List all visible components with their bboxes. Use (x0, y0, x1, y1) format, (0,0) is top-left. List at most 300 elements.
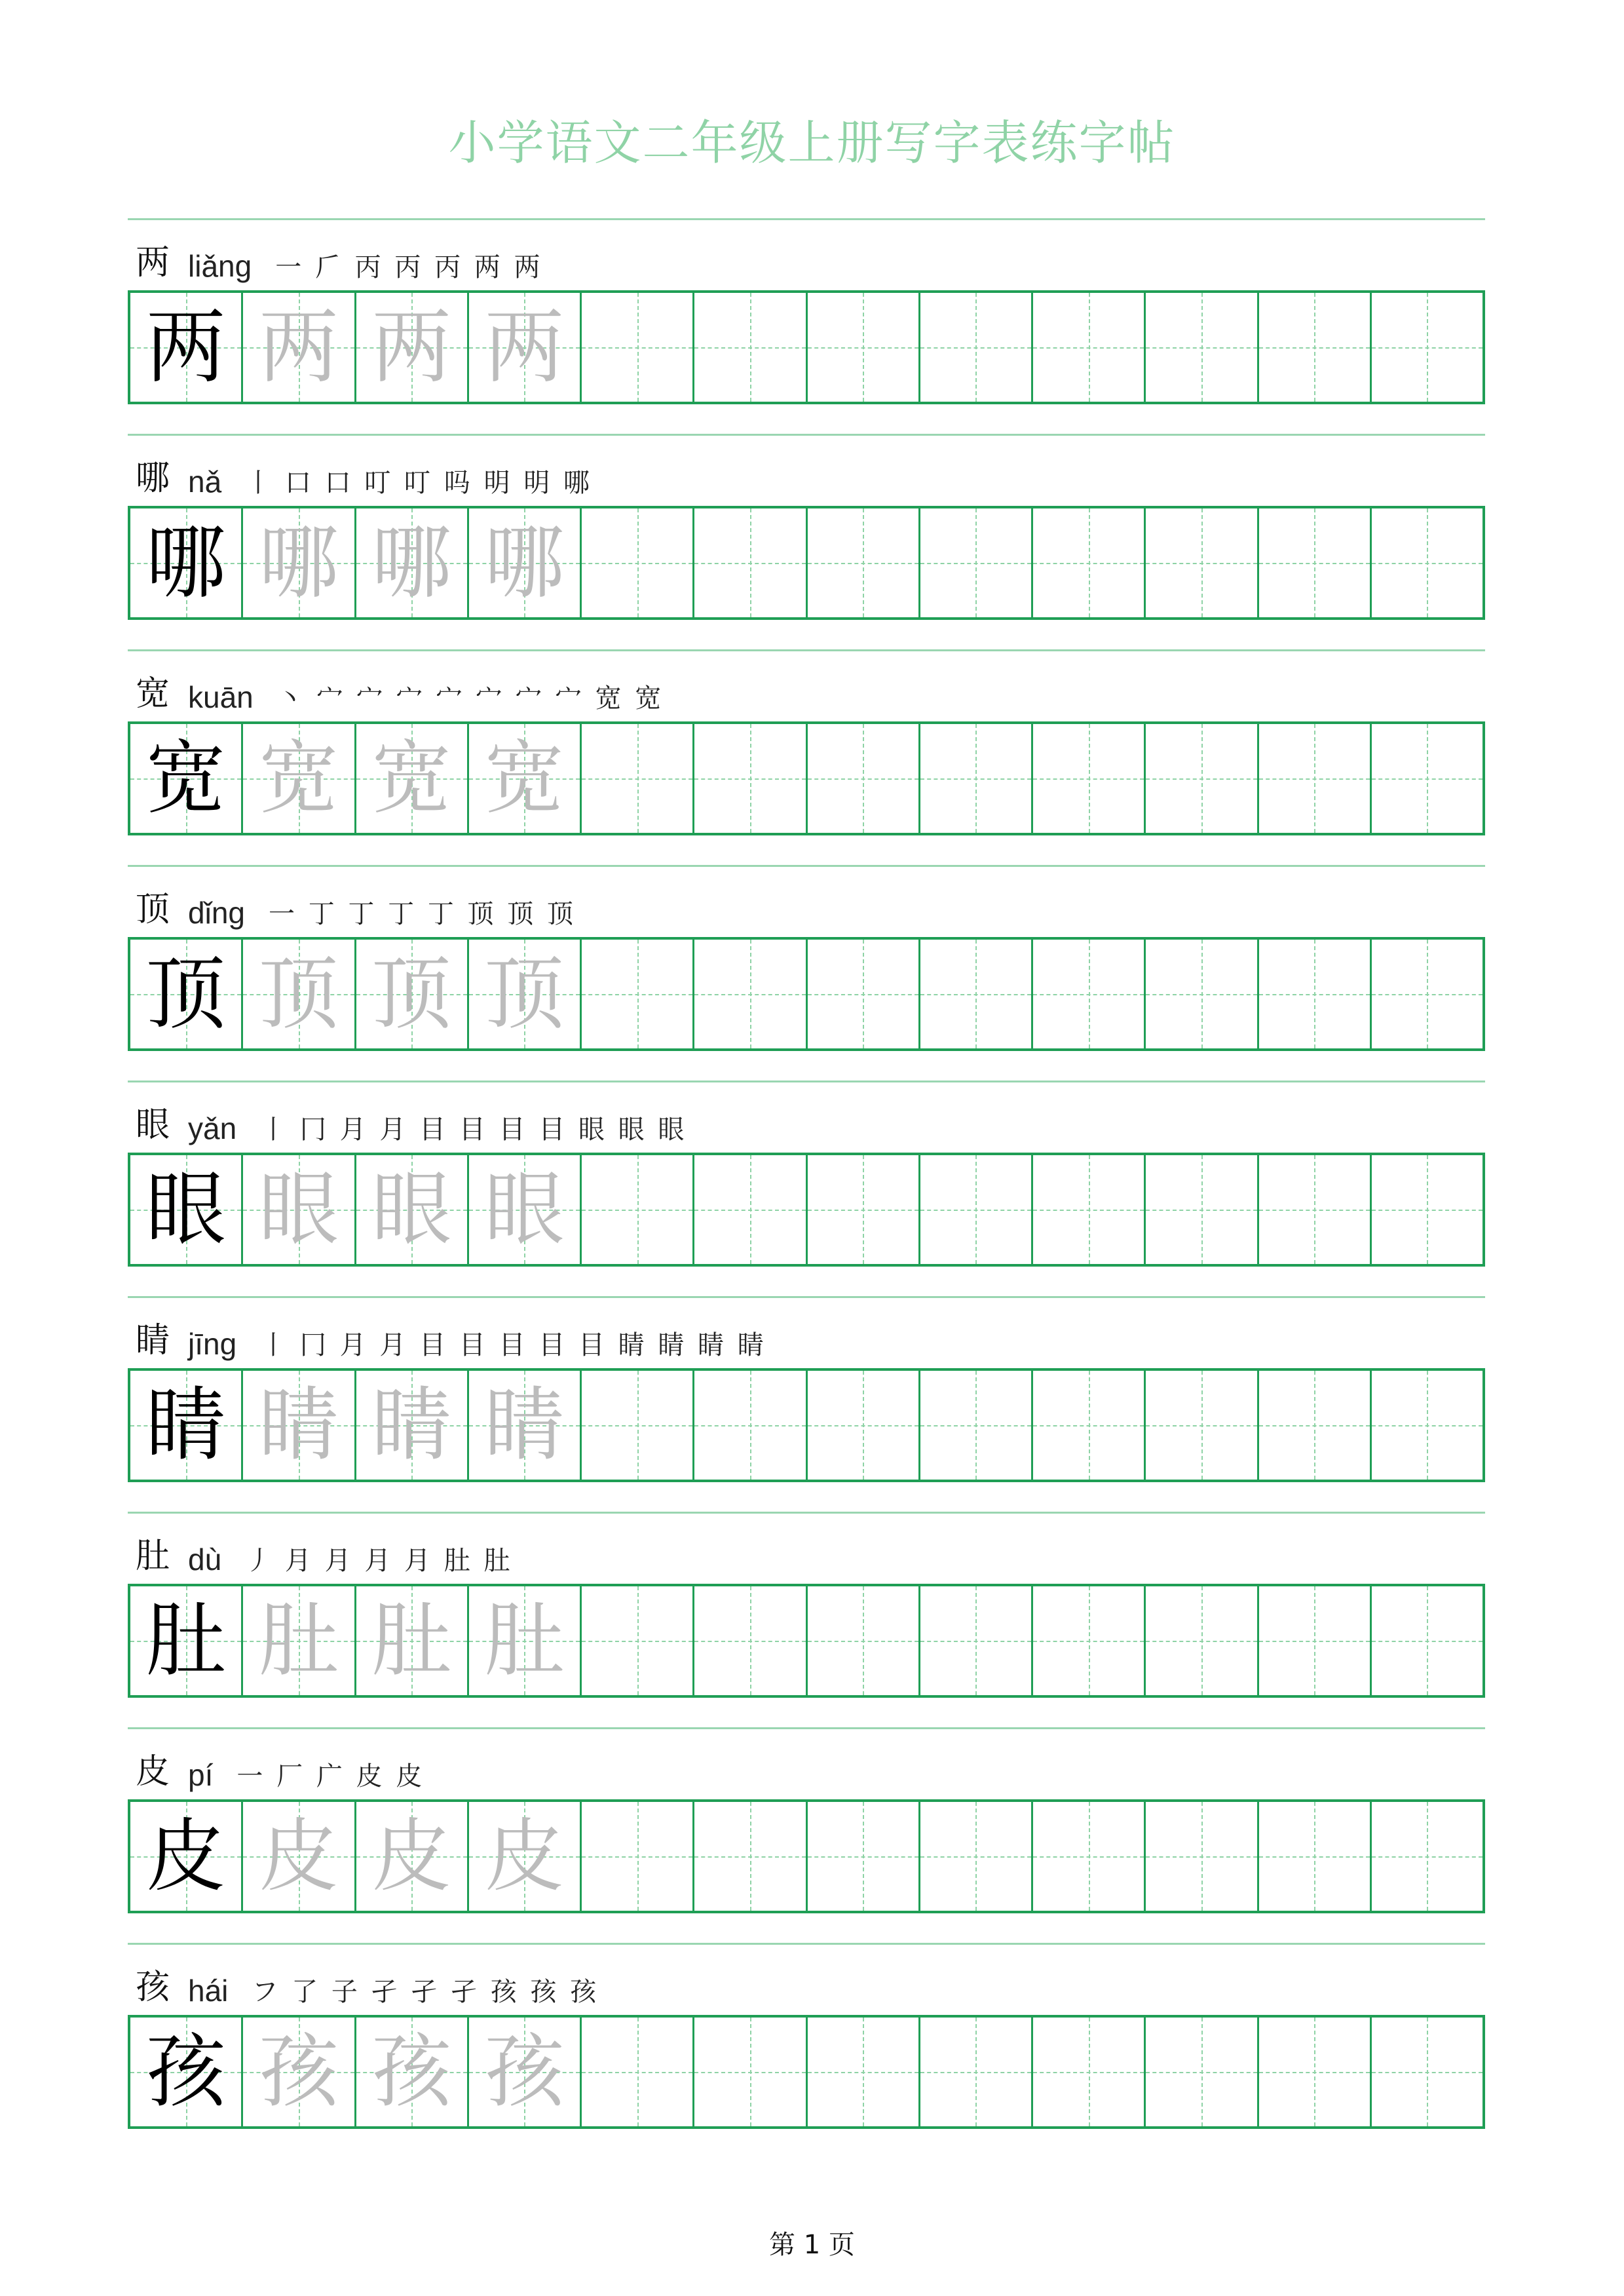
stroke-order: 一 𠂆 丙 丙 丙 两 两 (275, 252, 543, 282)
vertical-guide (1089, 293, 1090, 402)
horizontal-guide (582, 1425, 692, 1426)
vertical-guide (1089, 940, 1090, 1048)
horizontal-guide (1259, 2072, 1370, 2073)
vertical-guide (1427, 940, 1428, 1048)
vertical-guide (637, 1586, 639, 1695)
trace-character: 睛 (371, 1379, 452, 1472)
vertical-guide (1427, 1802, 1428, 1911)
blank-cell (1259, 1371, 1372, 1480)
vertical-guide (863, 1371, 864, 1480)
trace-cell (469, 1155, 582, 1264)
practice-row (128, 1081, 1485, 1302)
blank-cell (1033, 724, 1146, 833)
blank-cell (1033, 1155, 1146, 1264)
horizontal-guide (808, 563, 918, 564)
blank-cell (1372, 508, 1482, 617)
trace-cell (243, 508, 356, 617)
trace-cell (356, 940, 469, 1048)
row-divider (128, 218, 1485, 220)
horizontal-guide (1033, 1425, 1144, 1426)
blank-cell (582, 2018, 694, 2126)
row-header (136, 1100, 687, 1146)
horizontal-guide (1146, 778, 1256, 780)
blank-cell (582, 940, 694, 1048)
blank-cell (808, 1586, 920, 1695)
vertical-guide (1427, 1586, 1428, 1695)
horizontal-guide (1259, 994, 1370, 995)
trace-character: 肚 (258, 1594, 339, 1687)
model-character: 宽 (145, 732, 226, 825)
trace-character: 睛 (258, 1379, 339, 1472)
horizontal-guide (582, 2072, 692, 2073)
trace-cell (243, 724, 356, 833)
horizontal-guide (808, 2072, 918, 2073)
horizontal-guide (694, 347, 805, 349)
row-divider (128, 434, 1485, 436)
practice-row (128, 1512, 1485, 1733)
blank-cell (1146, 1155, 1258, 1264)
vertical-guide (975, 940, 977, 1048)
horizontal-guide (920, 1425, 1031, 1426)
trace-cell (243, 2018, 356, 2126)
horizontal-guide (920, 1641, 1031, 1642)
vertical-guide (1314, 1371, 1315, 1480)
header-character: 睛 (136, 1321, 170, 1360)
blank-cell (920, 1586, 1033, 1695)
row-header (136, 885, 576, 930)
trace-cell (469, 508, 582, 617)
horizontal-guide (582, 778, 692, 780)
blank-cell (1146, 1586, 1258, 1695)
blank-cell (1372, 1371, 1482, 1480)
blank-cell (1146, 508, 1258, 617)
trace-character: 哪 (371, 516, 452, 609)
practice-row (128, 1943, 1485, 2164)
vertical-guide (1201, 724, 1203, 833)
row-header (136, 1531, 512, 1577)
blank-cell (1372, 940, 1482, 1048)
horizontal-guide (694, 1641, 805, 1642)
row-divider (128, 1512, 1485, 1514)
writing-grid (128, 506, 1485, 620)
vertical-guide (975, 293, 977, 402)
writing-grid (128, 1368, 1485, 1482)
horizontal-guide (582, 1210, 692, 1211)
vertical-guide (863, 724, 864, 833)
trace-character: 两 (258, 301, 339, 394)
blank-cell (582, 1371, 694, 1480)
vertical-guide (1201, 1802, 1203, 1911)
blank-cell (1259, 2018, 1372, 2126)
blank-cell (1033, 1371, 1146, 1480)
blank-cell (808, 724, 920, 833)
blank-cell (920, 293, 1033, 402)
blank-cell (1259, 1586, 1372, 1695)
row-header (136, 1747, 425, 1793)
horizontal-guide (1372, 778, 1482, 780)
blank-cell (1372, 2018, 1482, 2126)
horizontal-guide (808, 1641, 918, 1642)
trace-cell (243, 1586, 356, 1695)
vertical-guide (863, 508, 864, 617)
writing-grid (128, 721, 1485, 835)
blank-cell (920, 940, 1033, 1048)
blank-cell (920, 1155, 1033, 1264)
pinyin-label: pí (188, 1758, 214, 1792)
blank-cell (1033, 1802, 1146, 1911)
vertical-guide (750, 1371, 751, 1480)
horizontal-guide (808, 778, 918, 780)
header-character: 眼 (136, 1105, 170, 1145)
stroke-order: 丿 月 月 月 月 肚 肚 (245, 1546, 513, 1576)
trace-character: 肚 (484, 1594, 565, 1687)
horizontal-guide (808, 1425, 918, 1426)
horizontal-guide (1146, 1641, 1256, 1642)
trace-cell (356, 2018, 469, 2126)
vertical-guide (1201, 2018, 1203, 2126)
horizontal-guide (582, 1641, 692, 1642)
trace-cell (243, 1371, 356, 1480)
horizontal-guide (1372, 1856, 1482, 1858)
model-cell (130, 2018, 243, 2126)
vertical-guide (750, 1802, 751, 1911)
blank-cell (920, 1802, 1033, 1911)
pinyin-label: dǐng (188, 896, 245, 930)
model-character: 睛 (145, 1379, 226, 1472)
blank-cell (1259, 508, 1372, 617)
row-divider (128, 1081, 1485, 1082)
blank-cell (582, 508, 694, 617)
trace-character: 顶 (484, 947, 565, 1041)
horizontal-guide (808, 994, 918, 995)
row-divider (128, 1727, 1485, 1729)
horizontal-guide (808, 1856, 918, 1858)
horizontal-guide (694, 563, 805, 564)
writing-grid (128, 937, 1485, 1051)
vertical-guide (1089, 724, 1090, 833)
trace-character: 哪 (484, 516, 565, 609)
blank-cell (1372, 724, 1482, 833)
blank-cell (1259, 724, 1372, 833)
horizontal-guide (1146, 1856, 1256, 1858)
vertical-guide (1427, 1155, 1428, 1264)
blank-cell (1146, 1371, 1258, 1480)
trace-cell (356, 1371, 469, 1480)
blank-cell (694, 293, 807, 402)
trace-character: 哪 (258, 516, 339, 609)
horizontal-guide (1372, 1425, 1482, 1426)
model-cell (130, 293, 243, 402)
trace-cell (243, 293, 356, 402)
practice-row (128, 218, 1485, 440)
row-divider (128, 649, 1485, 651)
blank-cell (694, 1371, 807, 1480)
pinyin-label: kuān (188, 680, 254, 714)
vertical-guide (1089, 1586, 1090, 1695)
stroke-order: フ 了 子 孑 孑 孑 孩 孩 孩 (252, 1977, 599, 2007)
row-header (136, 238, 543, 284)
blank-cell (694, 1155, 807, 1264)
blank-cell (808, 293, 920, 402)
page-title: 小学语文二年级上册写字表练字帖 (448, 115, 1176, 170)
blank-cell (808, 1155, 920, 1264)
blank-cell (1033, 293, 1146, 402)
trace-cell (356, 508, 469, 617)
vertical-guide (1201, 293, 1203, 402)
blank-cell (1033, 508, 1146, 617)
horizontal-guide (1372, 563, 1482, 564)
blank-cell (1033, 940, 1146, 1048)
horizontal-guide (1259, 1856, 1370, 1858)
model-cell (130, 1802, 243, 1911)
blank-cell (808, 940, 920, 1048)
vertical-guide (863, 293, 864, 402)
blank-cell (1259, 940, 1372, 1048)
horizontal-guide (808, 347, 918, 349)
row-header (136, 453, 592, 499)
vertical-guide (975, 508, 977, 617)
blank-cell (920, 508, 1033, 617)
horizontal-guide (694, 2072, 805, 2073)
blank-cell (1146, 2018, 1258, 2126)
blank-cell (1372, 1155, 1482, 1264)
trace-cell (356, 724, 469, 833)
stroke-order: 一 丁 丁 丁 丁 顶 顶 顶 (268, 899, 576, 929)
blank-cell (808, 1802, 920, 1911)
trace-cell (469, 724, 582, 833)
vertical-guide (637, 724, 639, 833)
blank-cell (1259, 1802, 1372, 1911)
horizontal-guide (1033, 994, 1144, 995)
vertical-guide (1089, 1802, 1090, 1911)
vertical-guide (750, 940, 751, 1048)
trace-cell (469, 940, 582, 1048)
trace-character: 眼 (258, 1163, 339, 1256)
horizontal-guide (920, 1210, 1031, 1211)
trace-character: 眼 (484, 1163, 565, 1256)
page-number: 第 1 页 (769, 2230, 855, 2260)
blank-cell (1146, 940, 1258, 1048)
trace-character: 眼 (371, 1163, 452, 1256)
horizontal-guide (694, 778, 805, 780)
header-character: 孩 (136, 1968, 170, 2007)
trace-cell (243, 940, 356, 1048)
vertical-guide (1427, 293, 1428, 402)
horizontal-guide (1146, 563, 1256, 564)
horizontal-guide (1033, 1210, 1144, 1211)
horizontal-guide (920, 1856, 1031, 1858)
blank-cell (694, 1586, 807, 1695)
pinyin-label: liǎng (188, 249, 252, 283)
horizontal-guide (1033, 1641, 1144, 1642)
pinyin-label: nǎ (188, 465, 222, 499)
horizontal-guide (1372, 2072, 1482, 2073)
horizontal-guide (1259, 1641, 1370, 1642)
blank-cell (582, 1155, 694, 1264)
blank-cell (1372, 1802, 1482, 1911)
model-cell (130, 1371, 243, 1480)
vertical-guide (637, 293, 639, 402)
vertical-guide (637, 1155, 639, 1264)
blank-cell (1259, 293, 1372, 402)
vertical-guide (863, 940, 864, 1048)
horizontal-guide (1372, 1641, 1482, 1642)
header-character: 皮 (136, 1752, 170, 1791)
horizontal-guide (1033, 347, 1144, 349)
model-character: 肚 (145, 1594, 226, 1687)
blank-cell (920, 724, 1033, 833)
blank-cell (1259, 1155, 1372, 1264)
model-character: 哪 (145, 516, 226, 609)
vertical-guide (637, 2018, 639, 2126)
horizontal-guide (1146, 1425, 1256, 1426)
row-header (136, 669, 664, 715)
model-character: 眼 (145, 1163, 226, 1256)
blank-cell (808, 508, 920, 617)
horizontal-guide (1372, 994, 1482, 995)
horizontal-guide (1259, 1425, 1370, 1426)
model-cell (130, 1586, 243, 1695)
vertical-guide (975, 1802, 977, 1911)
practice-row (128, 1727, 1485, 1949)
vertical-guide (1314, 940, 1315, 1048)
trace-cell (469, 293, 582, 402)
vertical-guide (975, 724, 977, 833)
vertical-guide (1089, 2018, 1090, 2126)
vertical-guide (1089, 1155, 1090, 1264)
trace-cell (356, 1155, 469, 1264)
vertical-guide (750, 1586, 751, 1695)
vertical-guide (1201, 508, 1203, 617)
trace-cell (469, 2018, 582, 2126)
model-character: 两 (145, 301, 226, 394)
vertical-guide (1314, 1802, 1315, 1911)
horizontal-guide (1146, 994, 1256, 995)
blank-cell (1146, 293, 1258, 402)
vertical-guide (863, 1155, 864, 1264)
horizontal-guide (920, 994, 1031, 995)
vertical-guide (1201, 1586, 1203, 1695)
vertical-guide (637, 1802, 639, 1911)
pinyin-label: jīng (188, 1327, 237, 1361)
vertical-guide (1201, 1371, 1203, 1480)
vertical-guide (1314, 1586, 1315, 1695)
writing-grid (128, 1584, 1485, 1698)
vertical-guide (637, 940, 639, 1048)
vertical-guide (863, 1586, 864, 1695)
trace-character: 皮 (484, 1810, 565, 1903)
vertical-guide (975, 1155, 977, 1264)
blank-cell (920, 1371, 1033, 1480)
vertical-guide (1201, 940, 1203, 1048)
horizontal-guide (582, 347, 692, 349)
header-character: 顶 (136, 890, 170, 929)
horizontal-guide (1146, 347, 1256, 349)
horizontal-guide (1033, 1856, 1144, 1858)
vertical-guide (1089, 508, 1090, 617)
blank-cell (694, 2018, 807, 2126)
horizontal-guide (1033, 2072, 1144, 2073)
horizontal-guide (1372, 1210, 1482, 1211)
horizontal-guide (1259, 778, 1370, 780)
vertical-guide (1314, 293, 1315, 402)
blank-cell (1372, 293, 1482, 402)
model-character: 孩 (145, 2025, 226, 2118)
trace-cell (469, 1802, 582, 1911)
model-character: 皮 (145, 1810, 226, 1903)
blank-cell (1033, 2018, 1146, 2126)
model-character: 顶 (145, 947, 226, 1041)
horizontal-guide (694, 1856, 805, 1858)
horizontal-guide (920, 2072, 1031, 2073)
horizontal-guide (694, 994, 805, 995)
row-divider (128, 865, 1485, 867)
blank-cell (582, 1586, 694, 1695)
trace-cell (356, 293, 469, 402)
trace-character: 皮 (258, 1810, 339, 1903)
writing-grid (128, 2015, 1485, 2129)
horizontal-guide (694, 1425, 805, 1426)
practice-row (128, 649, 1485, 871)
horizontal-guide (1259, 563, 1370, 564)
vertical-guide (750, 2018, 751, 2126)
horizontal-guide (582, 1856, 692, 1858)
trace-character: 睛 (484, 1379, 565, 1472)
trace-character: 顶 (371, 947, 452, 1041)
blank-cell (694, 508, 807, 617)
trace-cell (243, 1802, 356, 1911)
stroke-order: 丨 冂 月 月 目 目 目 目 眼 眼 眼 (260, 1115, 687, 1145)
practice-row (128, 434, 1485, 655)
stroke-order: 丶 宀 宀 宀 宀 宀 宀 宀 宽 宽 (276, 683, 664, 714)
horizontal-guide (1372, 347, 1482, 349)
horizontal-guide (920, 563, 1031, 564)
writing-grid (128, 290, 1485, 404)
model-cell (130, 1155, 243, 1264)
row-header (136, 1962, 599, 2008)
pinyin-label: hái (188, 1974, 229, 2008)
blank-cell (1146, 1802, 1258, 1911)
trace-character: 孩 (484, 2025, 565, 2118)
horizontal-guide (1259, 1210, 1370, 1211)
trace-character: 顶 (258, 947, 339, 1041)
blank-cell (808, 1371, 920, 1480)
stroke-order: 一 厂 广 皮 皮 (236, 1761, 425, 1791)
vertical-guide (1314, 1155, 1315, 1264)
blank-cell (694, 724, 807, 833)
vertical-guide (1427, 724, 1428, 833)
trace-cell (356, 1802, 469, 1911)
vertical-guide (1427, 2018, 1428, 2126)
blank-cell (920, 2018, 1033, 2126)
header-character: 肚 (136, 1537, 170, 1576)
writing-grid (128, 1799, 1485, 1913)
vertical-guide (975, 1371, 977, 1480)
trace-cell (469, 1371, 582, 1480)
horizontal-guide (920, 347, 1031, 349)
vertical-guide (750, 508, 751, 617)
horizontal-guide (694, 1210, 805, 1211)
horizontal-guide (920, 778, 1031, 780)
trace-cell (356, 1586, 469, 1695)
model-cell (130, 940, 243, 1048)
practice-row (128, 1296, 1485, 1518)
blank-cell (1372, 1586, 1482, 1695)
trace-character: 两 (371, 301, 452, 394)
trace-character: 宽 (258, 732, 339, 825)
horizontal-guide (1033, 778, 1144, 780)
vertical-guide (750, 1155, 751, 1264)
